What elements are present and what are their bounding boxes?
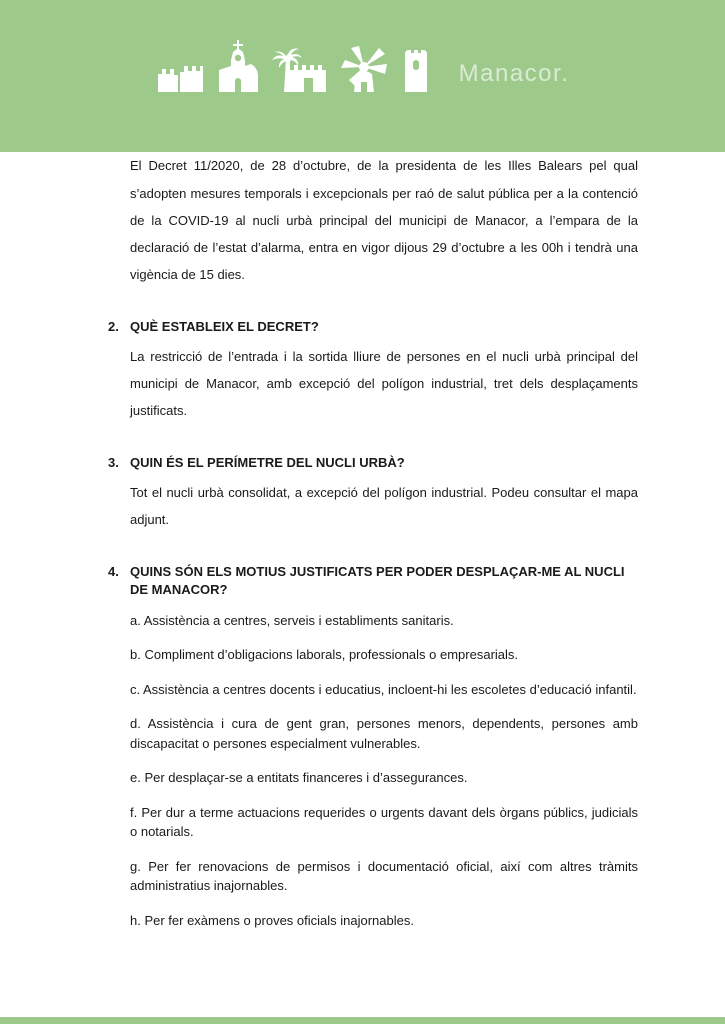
faq-question: QUIN ÉS EL PERÍMETRE DEL NUCLI URBÀ? <box>130 454 405 470</box>
faq-question: QUINS SÓN ELS MOTIUS JUSTIFICATS PER PODER DESPLAÇAR-ME AL NUCLI DE MANACOR? <box>130 563 625 597</box>
castle-icon <box>156 62 204 92</box>
faq-question: QUÈ ESTABLEIX EL DECRET? <box>130 318 319 334</box>
faq-subitem-c: c. Assistència a centres docents i educatius, incloent-hi les escoletes d’educació infantil. <box>130 681 637 697</box>
faq-answer: La restricció de l’entrada i la sortida lliure de persones en el nucli urbà principal del municipi de Manacor, amb excepció del polígon industrial, tret dels desplaçaments justificats. <box>130 348 638 419</box>
faq-subitem-d: d. Assistència i cura de gent gran, persones menors, dependents, persones amb discapacitat o persones especialment vulnerables. <box>130 716 638 751</box>
faq-subitem-g: g. Per fer renovacions de permisos i documentació oficial, així com altres tràmits administratius inajornables. <box>130 858 638 894</box>
faq-subitem-h: h. Per fer exàmens o proves oficials inajornables. <box>130 912 414 928</box>
faq-subitem-f: f. Per dur a terme actuacions requerides o urgents davant dels òrgans públics, judicials o notarials. <box>130 804 638 840</box>
faq-subitem-a: a. Assistència a centres, serveis i establiments sanitaris. <box>130 612 454 628</box>
faq-subitem-b: b. Compliment d’obligacions laborals, professionals o empresarials. <box>130 647 519 663</box>
faq-item-2 <box>108 318 638 425</box>
church-icon <box>217 40 259 92</box>
footer-band <box>0 1017 725 1024</box>
faq-subitem-e: e. Per desplaçar-se a entitats financeres i d’assegurances. <box>130 770 468 786</box>
tower-icon <box>402 48 430 92</box>
header-band <box>0 0 725 152</box>
faq-list <box>108 109 638 931</box>
faq-item-4 <box>108 563 638 931</box>
faq-answer: Tot el nucli urbà consolidat, a excepció del polígon industrial. Podeu consultar el mapa adjunt. <box>130 484 638 528</box>
faq-item-3 <box>108 454 638 534</box>
faq-item-number: 3. <box>108 454 119 470</box>
windmill-icon <box>339 46 389 92</box>
brand-wordmark: Manacor. <box>458 60 570 87</box>
faq-answer: El Decret 11/2020, de 28 d’octubre, de la presidenta de les Illes Balears pel qual s’adopten mesures temporals i excepcionals per raó de salut pública per a la contenció de la COVID-19 al nucli urbà principal del municipi de Manacor, a l’empara de la declaració de l’estat d’alarma, entra en vigor dijous 29 d’octubre a les 00h i tendrà una vigència de 15 dies. <box>130 158 638 283</box>
faq-item-number: 2. <box>108 318 119 334</box>
manacor-logo <box>0 40 725 92</box>
faq-item-number: 4. <box>108 563 119 579</box>
fortress-palm-icon <box>272 48 326 92</box>
